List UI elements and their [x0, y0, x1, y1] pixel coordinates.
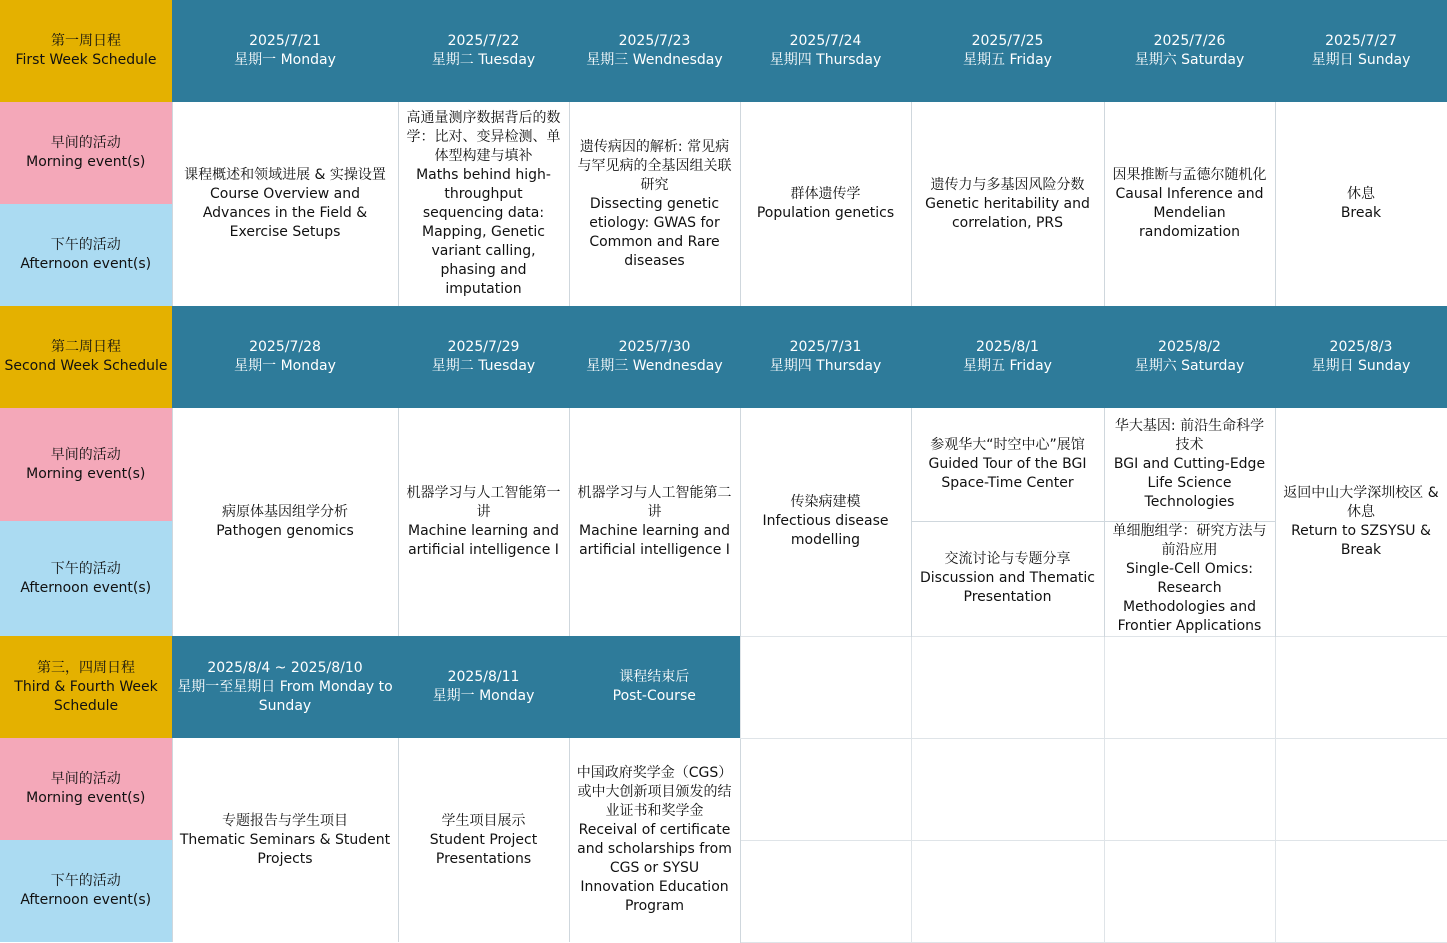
week1-day-wed: 2025/7/23 星期三 Wendnesday [569, 0, 740, 102]
week2-day-wed: 2025/7/30 星期三 Wendnesday [569, 306, 740, 408]
week34-morning-row [0, 738, 1447, 840]
week2-event-sat-morning: 华大基因: 前沿生命科学技术 BGI and Cutting-Edge Life Science Technologies [1104, 408, 1275, 521]
week1-event-sun: 休息 Break [1275, 102, 1447, 306]
week1-day-thu: 2025/7/24 星期四 Thursday [740, 0, 911, 102]
week2-event-tue: 机器学习与人工智能第一讲 Machine learning and artificial intelligence I [398, 408, 569, 636]
week1-label: 第一周日程 First Week Schedule [0, 0, 172, 102]
week2-label: 第二周日程 Second Week Schedule [0, 306, 172, 408]
week1-day-fri: 2025/7/25 星期五 Friday [911, 0, 1104, 102]
week2-day-fri: 2025/8/1 星期五 Friday [911, 306, 1104, 408]
week1-morning-row [0, 102, 1447, 204]
week2-day-sun: 2025/8/3 星期日 Sunday [1275, 306, 1447, 408]
week2-day-tue: 2025/7/29 星期二 Tuesday [398, 306, 569, 408]
week34-label: 第三，四周日程 Third & Fourth Week Schedule [0, 636, 172, 738]
week34-event-post: 中国政府奖学金（CGS）或中大创新项目颁发的结业证书和奖学金 Receival of certificate and scholarships from CGS or SYSU Innovation Education Program [569, 738, 740, 942]
afternoon-label: 下午的活动 Afternoon event(s) [0, 840, 172, 942]
week34-header-row [0, 636, 1447, 738]
week2-day-mon: 2025/7/28 星期一 Monday [172, 306, 398, 408]
empty-cell [740, 636, 911, 738]
afternoon-label: 下午的活动 Afternoon event(s) [0, 521, 172, 636]
afternoon-label: 下午的活动 Afternoon event(s) [0, 204, 172, 306]
empty-cell [740, 840, 911, 942]
week1-day-sat: 2025/7/26 星期六 Saturday [1104, 0, 1275, 102]
empty-cell [1275, 636, 1447, 738]
empty-cell [1104, 738, 1275, 840]
week1-day-sun: 2025/7/27 星期日 Sunday [1275, 0, 1447, 102]
empty-cell [1104, 636, 1275, 738]
week2-event-sun: 返回中山大学深圳校区 & 休息 Return to SZSYSU & Break [1275, 408, 1447, 636]
week34-event-mon: 学生项目展示 Student Project Presentations [398, 738, 569, 942]
week1-header-row [0, 0, 1447, 102]
empty-cell [740, 738, 911, 840]
week2-morning-row [0, 408, 1447, 521]
week34-day-post: 课程结束后 Post-Course [569, 636, 740, 738]
empty-cell [911, 636, 1104, 738]
empty-cell [911, 840, 1104, 942]
week1-day-tue: 2025/7/22 星期二 Tuesday [398, 0, 569, 102]
morning-label: 早间的活动 Morning event(s) [0, 408, 172, 521]
morning-label: 早间的活动 Morning event(s) [0, 102, 172, 204]
week2-day-sat: 2025/8/2 星期六 Saturday [1104, 306, 1275, 408]
week2-event-wed: 机器学习与人工智能第二讲 Machine learning and artificial intelligence I [569, 408, 740, 636]
week1-event-sat: 因果推断与孟德尔随机化 Causal Inference and Mendelian randomization [1104, 102, 1275, 306]
empty-cell [1275, 738, 1447, 840]
week1-day-mon: 2025/7/21 星期一 Monday [172, 0, 398, 102]
week2-event-mon: 病原体基因组学分析 Pathogen genomics [172, 408, 398, 636]
week1-event-tue: 高通量测序数据背后的数学：比对、变异检测、单体型构建与填补 Maths behind high-throughput sequencing data: Mapping, Genetic variant calling, phasing and imputation [398, 102, 569, 306]
week1-event-fri: 遗传力与多基因风险分数 Genetic heritability and correlation, PRS [911, 102, 1104, 306]
week1-event-wed: 遗传病因的解析: 常见病与罕见病的全基因组关联研究 Dissecting genetic etiology: GWAS for Common and Rare diseases [569, 102, 740, 306]
week2-event-thu: 传染病建模 Infectious disease modelling [740, 408, 911, 636]
empty-cell [911, 738, 1104, 840]
week1-event-mon: 课程概述和领域进展 & 实操设置 Course Overview and Advances in the Field & Exercise Setups [172, 102, 398, 306]
week34-day-range: 2025/8/4 ~ 2025/8/10 星期一至星期日 From Monday to Sunday [172, 636, 398, 738]
week2-event-fri-morning: 参观华大“时空中心”展馆 Guided Tour of the BGI Space-Time Center [911, 408, 1104, 521]
empty-cell [1275, 840, 1447, 942]
week1-event-thu: 群体遗传学 Population genetics [740, 102, 911, 306]
empty-cell [1104, 840, 1275, 942]
week34-event-range: 专题报告与学生项目 Thematic Seminars & Student Projects [172, 738, 398, 942]
week34-day-mon: 2025/8/11 星期一 Monday [398, 636, 569, 738]
week2-day-thu: 2025/7/31 星期四 Thursday [740, 306, 911, 408]
week2-event-sat-afternoon: 单细胞组学：研究方法与前沿应用 Single-Cell Omics: Research Methodologies and Frontier Applications [1104, 521, 1275, 636]
morning-label: 早间的活动 Morning event(s) [0, 738, 172, 840]
week2-event-fri-afternoon: 交流讨论与专题分享 Discussion and Thematic Presentation [911, 521, 1104, 636]
week2-header-row [0, 306, 1447, 408]
